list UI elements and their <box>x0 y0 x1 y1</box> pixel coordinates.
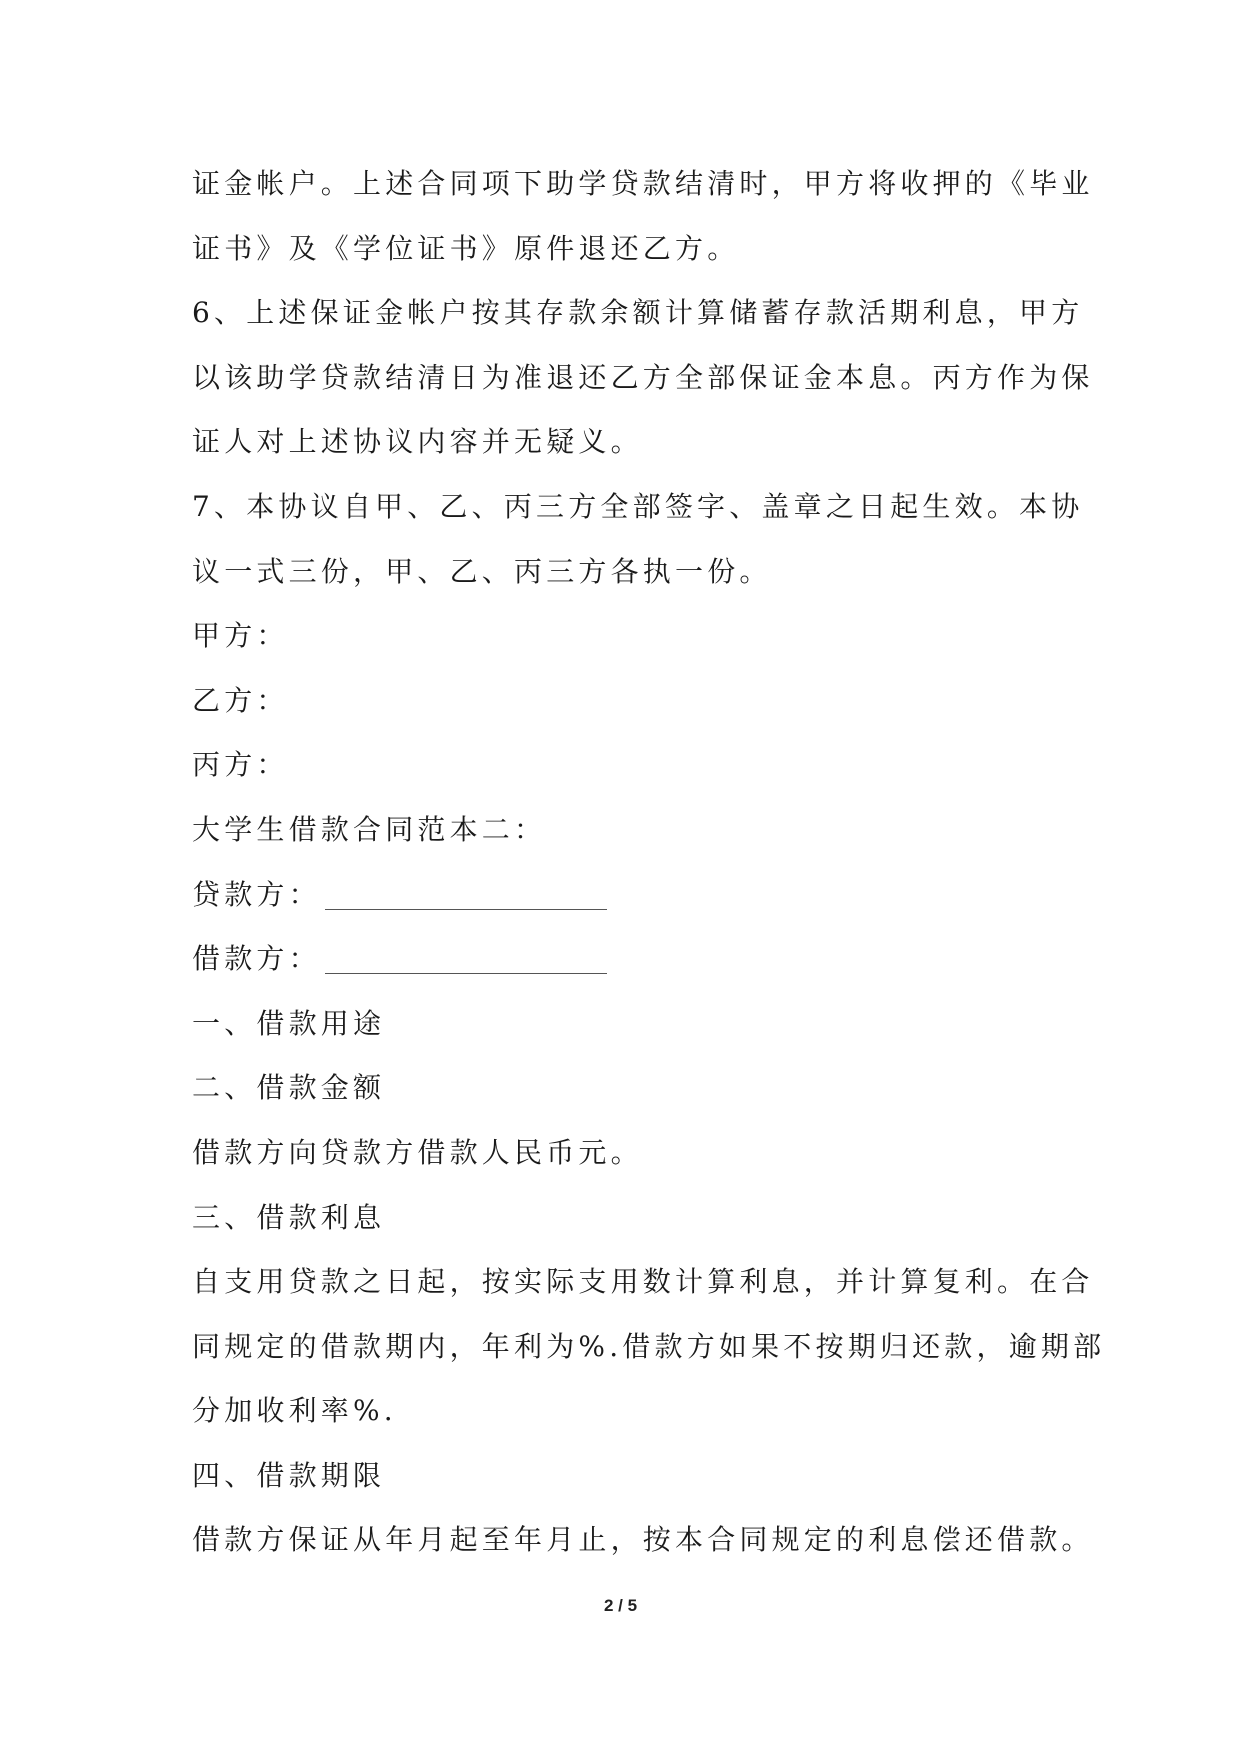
party-a-label: 甲方： <box>192 619 289 653</box>
text-line: 6、上述保证金帐户按其存款余额计算储蓄存款活期利息，甲方 <box>192 296 1084 330</box>
borrower-blank <box>325 943 607 974</box>
text-line: 借款方向贷款方借款人民币元。 <box>192 1135 643 1169</box>
text-line: 同规定的借款期内，年利为%.借款方如果不按期归还款，逾期部 <box>192 1329 1106 1363</box>
text-line: 借款方保证从年月起至年月止，按本合同规定的利息偿还借款。 <box>192 1523 1094 1557</box>
text-line: 证人对上述协议内容并无疑义。 <box>192 425 643 459</box>
text-line: 议一式三份，甲、乙、丙三方各执一份。 <box>192 554 772 588</box>
text-line: 自支用贷款之日起，按实际支用数计算利息，并计算复利。在合 <box>192 1265 1094 1299</box>
page-number: 2 / 5 <box>603 1596 638 1615</box>
text-line: 证书》及《学位证书》原件退还乙方。 <box>192 231 740 265</box>
party-b-label: 乙方： <box>192 683 289 717</box>
borrower-label: 借款方： <box>192 942 321 976</box>
section-heading: 大学生借款合同范本二： <box>192 812 547 846</box>
lender-blank <box>325 879 607 910</box>
lender-line <box>192 863 1072 928</box>
text-line: 7、本协议自甲、乙、丙三方全部签字、盖章之日起生效。本协 <box>192 489 1084 523</box>
document-body <box>192 152 1106 1573</box>
text-line: 分加收利率%. <box>192 1394 397 1428</box>
clause-heading: 四、借款期限 <box>192 1458 386 1492</box>
clause-heading: 二、借款金额 <box>192 1071 386 1105</box>
clause-heading: 三、借款利息 <box>192 1200 386 1234</box>
text-line: 证金帐户。上述合同项下助学贷款结清时，甲方将收押的《毕业 <box>192 167 1094 200</box>
lender-label: 贷款方： <box>192 877 321 911</box>
text-line: 以该助学贷款结清日为准退还乙方全部保证金本息。丙方作为保 <box>192 360 1094 394</box>
clause-heading: 一、借款用途 <box>192 1006 386 1040</box>
party-c-label: 丙方： <box>192 748 289 782</box>
borrower-line <box>192 927 1072 992</box>
